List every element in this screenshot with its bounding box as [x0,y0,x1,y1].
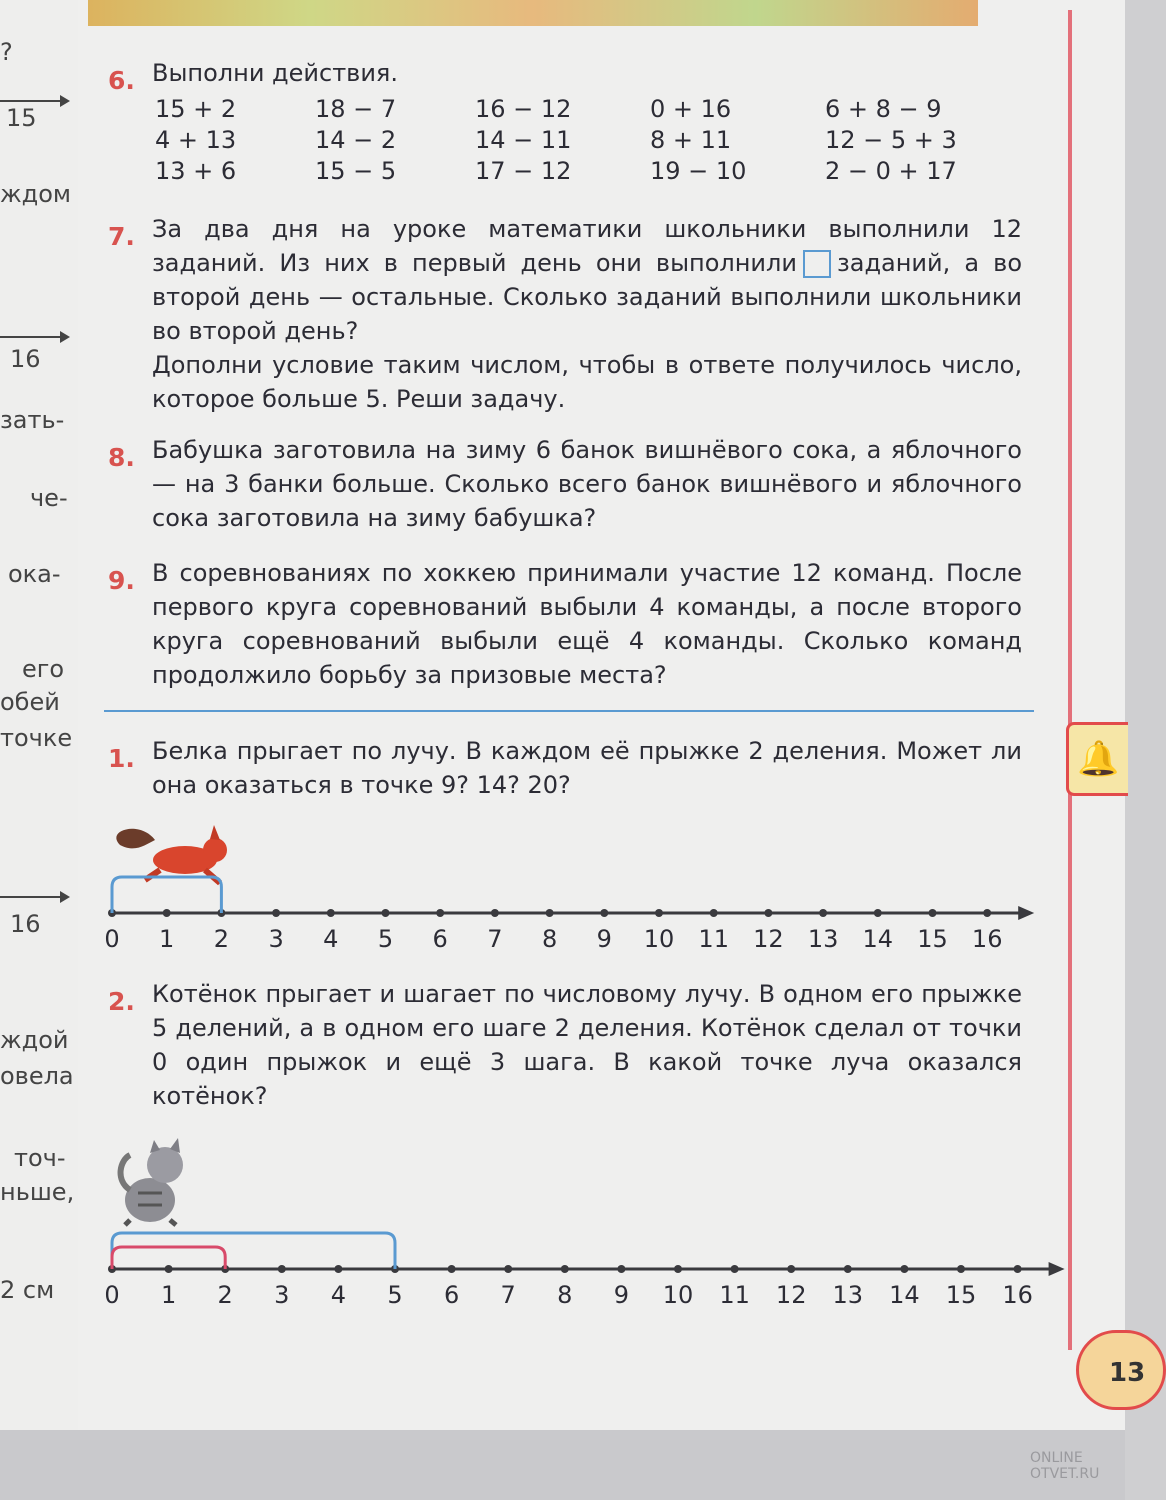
ray-tick [787,1265,795,1273]
ray-tick [674,1265,682,1273]
task8-text: Бабушка заготовила на зиму 6 банок вишнёвого сока, а яблочного — на 3 банки больше. Сколько всего банок вишнёвого и яблочного сока заготовила на зиму бабушка? [152,436,1022,532]
kitten-image [121,1138,183,1225]
left-fragment: 15 [6,104,37,132]
example: 6 + 8 − 9 [825,95,942,123]
number-ray-2 [100,1135,1060,1320]
task2-text: Котёнок прыгает и шагает по числовому лучу. В одном его прыжке 5 делений, а в одном его шаге 2 деления. Котёнок сделал от точки 0 один прыжок и ещё 3 шага. В какой точке луча оказался котёнок? [152,980,1022,1110]
ray-tick [504,1265,512,1273]
ray-tick [561,1265,569,1273]
section-divider [104,710,1034,712]
ray-label: 3 [274,1281,290,1309]
ray-tick [1014,1265,1022,1273]
ray-label: 2 [217,1281,233,1309]
example: 8 + 11 [650,126,732,154]
task6-examples [155,95,985,188]
left-fragment: ньше, [0,1178,75,1206]
ray-label: 16 [1002,1281,1033,1309]
ray-label: 1 [159,925,175,953]
ray-arrowhead [1018,906,1034,920]
ray-label: 8 [557,1281,573,1309]
ray-label: 6 [432,925,448,953]
ray-tick [731,1265,739,1273]
example: 14 − 2 [315,126,397,154]
ray-tick [334,1265,342,1273]
task7-text: За два дня на уроке математики школьники выполнили 12 заданий. Из них в первый день они выполнили заданий, а во второй день — остальные. Сколько заданий выполнили школьники во второй день? Дополни условие таким числом, чтобы в ответе получилось число, которое больше 5. Реши задачу. [152,215,1023,413]
ray-tick [764,909,772,917]
ray-tick [272,909,280,917]
ray-label: 3 [268,925,284,953]
ray-tick [436,909,444,917]
ray-label: 13 [832,1281,864,1309]
ray-label: 15 [945,1281,977,1309]
example-column [475,95,650,188]
left-fragment: 2 см [0,1276,55,1304]
example-column [825,95,985,188]
ray-label: 13 [807,925,839,953]
example: 15 − 5 [315,157,397,185]
task-number: 6. [108,66,135,95]
top-banner [88,0,978,26]
bell-icon: 🔔 [1066,722,1128,796]
example: 12 − 5 + 3 [825,126,957,154]
left-arrow [0,896,68,898]
left-fragment: ждом [0,180,72,208]
example-column [155,95,315,188]
example: 0 + 16 [650,95,732,123]
example-column [650,95,825,188]
left-arrow [0,100,68,102]
example-column [315,95,475,188]
ray-tick [327,909,335,917]
ray-tick [900,1265,908,1273]
ray-label: 9 [613,1281,630,1309]
task-number: 7. [108,222,135,251]
ray-tick [983,909,991,917]
left-arrow [0,336,68,338]
ray-tick [710,909,718,917]
ray-tick [600,909,608,917]
number-ray-1 [100,815,1050,965]
ray-label: 14 [862,925,894,953]
jump-arc [112,877,221,913]
ray-tick [819,909,827,917]
ray-label: 4 [330,1281,347,1309]
left-fragment: ? [0,38,13,66]
task9-text: В соревнованиях по хоккею принимали участие 12 команд. После первого круга соревнований выбыли 4 команды, а после второго круга соревнований выбыли ещё 4 команды. Сколько команд продолжило борьбу за призовые места? [152,559,1022,689]
example: 15 + 2 [155,95,237,123]
ray-label: 11 [719,1281,750,1309]
example: 2 − 0 + 17 [825,157,957,185]
page-number: 13 [1076,1330,1166,1410]
desk-shadow [0,1430,1125,1500]
left-fragment: ока- [8,560,61,588]
left-fragment: точ- [14,1144,66,1172]
squirrel-image [116,825,227,883]
task-number: 8. [108,443,135,472]
ray-tick [957,1265,965,1273]
ray-tick [617,1265,625,1273]
example: 18 − 7 [315,95,397,123]
ray-tick [546,909,554,917]
ray-label: 4 [323,925,339,953]
ray-tick [448,1265,456,1273]
example: 16 − 12 [475,95,572,123]
ray-label: 0 [104,925,120,953]
ray-tick [929,909,937,917]
ray-tick [278,1265,286,1273]
example: 14 − 11 [475,126,572,154]
ray-label: 9 [596,925,612,953]
example: 13 + 6 [155,157,237,185]
ray-label: 14 [889,1281,920,1309]
task1-text: Белка прыгает по лучу. В каждом её прыжке 2 деления. Может ли она оказаться в точке 9? 14? 20? [152,737,1022,799]
left-page-edge [0,0,80,1430]
task-number: 2. [108,987,135,1016]
left-fragment: овела [0,1062,74,1090]
task-number: 9. [108,566,135,595]
ray-label: 7 [500,1281,516,1309]
ray-label: 8 [541,925,558,953]
ray-label: 6 [443,1281,460,1309]
ray-label: 15 [917,925,948,953]
left-fragment: зать- [0,406,65,434]
ray-tick [382,909,390,917]
margin-line [1068,10,1072,1350]
example: 19 − 10 [650,157,747,185]
example: 17 − 12 [475,157,572,185]
ray-label: 7 [487,925,503,953]
watermark: ONLINE OTVET.RU [1030,1450,1100,1482]
ray-label: 5 [387,1281,403,1309]
ray-label: 2 [213,925,230,953]
ray-tick [874,909,882,917]
left-fragment: ждой [0,1026,69,1054]
ray-tick [163,909,171,917]
jump-arc [112,1233,395,1269]
left-fragment: че- [30,484,68,512]
ray-tick [844,1265,852,1273]
ray-label: 1 [160,1281,177,1309]
left-fragment: обей [0,688,60,716]
ray-label: 5 [377,925,394,953]
ray-tick [655,909,663,917]
left-fragment: точке [0,724,73,752]
ray-label: 11 [698,925,729,953]
ray-label: 10 [662,1281,694,1309]
ray-label: 12 [753,925,784,953]
left-fragment: 16 [10,910,41,938]
ray-tick [491,909,499,917]
ray-label: 16 [971,925,1003,953]
ray-label: 12 [775,1281,807,1309]
task6-title: Выполни действия. [152,59,398,87]
ray-label: 10 [643,925,675,953]
task-number: 1. [108,744,135,773]
ray-tick [165,1265,173,1273]
ray-label: 0 [104,1281,120,1309]
example: 4 + 13 [155,126,237,154]
left-fragment: 16 [10,345,41,373]
left-fragment: его [22,655,65,683]
answer-box [803,250,831,278]
